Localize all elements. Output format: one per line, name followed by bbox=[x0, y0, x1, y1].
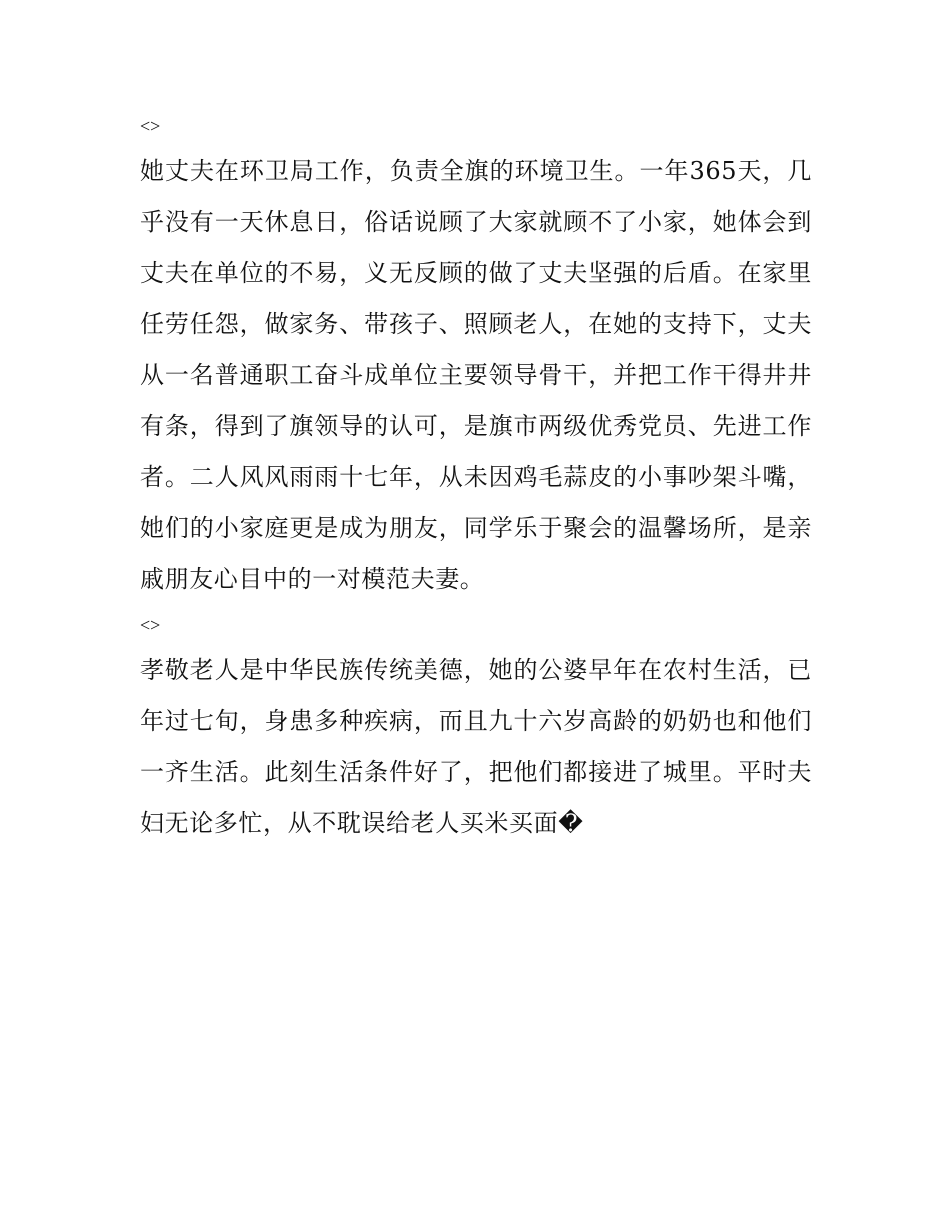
section-marker: <> bbox=[140, 116, 161, 136]
section-marker: <> bbox=[140, 615, 161, 635]
paragraph-husband-work: 她丈夫在环卫局工作，负责全旗的环境卫生。一年365天，几乎没有一天休息日，俗话说顾了大家就顾不了小家，她体会到丈夫在单位的不易，义无反顾的做了丈夫坚强的后盾。在家里任劳任怨，做家务、带孩子、照顾老人，在她的支持下，丈夫从一名普通职工奋斗成单位主要领导骨干，并把工作干得井井有条，得到了旗领导的认可，是旗市两级优秀党员、先进工作者。二人风风雨雨十七年，从未因鸡毛蒜皮的小事吵架斗嘴，她们的小家庭更是成为朋友，同学乐于聚会的温馨场所，是亲戚朋友心目中的一对模范夫妻。 bbox=[140, 157, 812, 593]
paragraph-filial-piety: 孝敬老人是中华民族传统美德，她的公婆早年在农村生活，已年过七旬，身患多种疾病，而且九十六岁高龄的奶奶也和他们一齐生活。此刻生活条件好了，把他们都接进了城里。平时夫妇无论多忙，从不耽误给老人买米买面� bbox=[140, 656, 812, 837]
document-body bbox=[140, 106, 812, 849]
